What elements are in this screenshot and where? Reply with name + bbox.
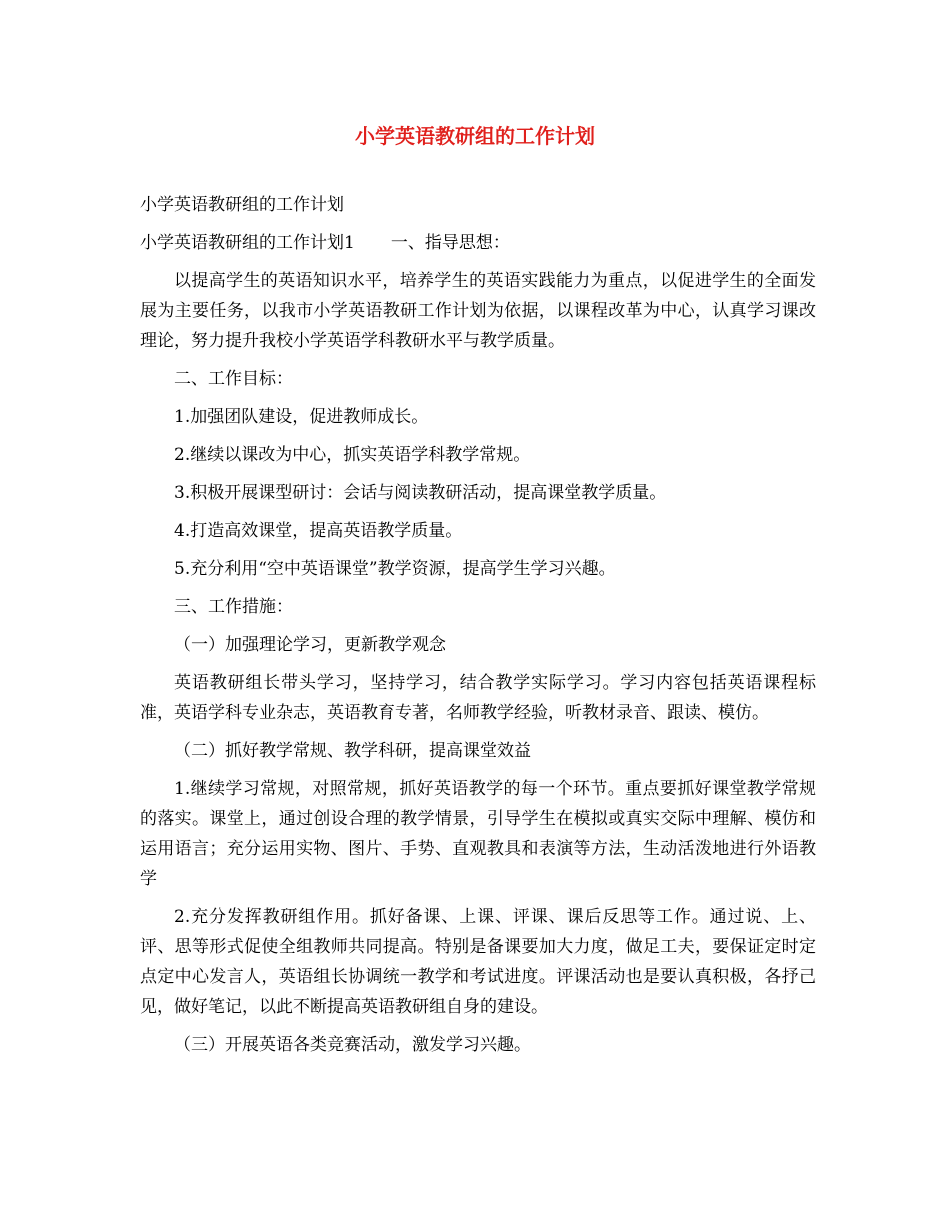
- plan-heading-line: [140, 228, 816, 258]
- document-title: 小学英语教研组的工作计划: [355, 124, 595, 148]
- measure-3-title: （三）开展英语各类竞赛活动，激发学习兴趣。: [174, 1035, 531, 1055]
- goal-item-1: 1.加强团队建设，促进教师成长。: [174, 407, 429, 427]
- section-goals-heading: 二、工作目标：: [174, 369, 293, 389]
- measure-2-item-1: 1.继续学习常规，对照常规，抓好英语教学的每一个环节。重点要抓好课堂教学常规的落实。课堂上，通过创设合理的教学情景，引导学生在模拟或真实交际中理解、模仿和运用语言；充分运用实物、图片、手势、直观教具和表演等方法，生动活泼地进行外语教学: [140, 779, 816, 889]
- doc-subtitle: 小学英语教研组的工作计划: [140, 195, 344, 215]
- goal-item-4: 4.打造高效课堂，提高英语教学质量。: [174, 521, 463, 541]
- measure-1-text: 英语教研组长带头学习，坚持学习，结合教学实际学习。学习内容包括英语课程标准，英语学科专业杂志，英语教育专著，名师教学经验，听教材录音、跟读、模仿。: [140, 673, 816, 723]
- plan-name: 小学英语教研组的工作计划1: [140, 233, 355, 253]
- goal-item-2: 2.继续以课改为中心，抓实英语学科教学常规。: [174, 445, 531, 465]
- document-body: [140, 190, 816, 1068]
- measure-2-title: （二）抓好教学常规、教学科研，提高课堂效益: [174, 741, 531, 761]
- guiding-paragraph: 以提高学生的英语知识水平，培养学生的英语实践能力为重点，以促进学生的全面发展为主要任务，以我市小学英语教研工作计划为依据，以课程改革为中心，认真学习课改理论，努力提升我校小学英语学科教研水平与教学质量。: [140, 271, 816, 351]
- goal-item-3: 3.积极开展课型研讨：会话与阅读教研活动，提高课堂教学质量。: [174, 483, 667, 503]
- goal-item-5: 5.充分利用“空中英语课堂”教学资源，提高学生学习兴趣。: [174, 559, 616, 579]
- section-measures-heading: 三、工作措施：: [174, 597, 293, 617]
- section-guiding-heading: 一、指导思想：: [390, 233, 510, 253]
- measure-2-item-2: 2.充分发挥教研组作用。抓好备课、上课、评课、课后反思等工作。通过说、上、评、思等形式促使全组教师共同提高。特别是备课要加大力度，做足工夫，要保证定时定点定中心发言人，英语组长协调统一教学和考试进度。评课活动也是要认真积极，各抒己见，做好笔记，以此不断提高英语教研组自身的建设。: [140, 907, 816, 1017]
- measure-1-title: （一）加强理论学习，更新教学观念: [174, 635, 446, 655]
